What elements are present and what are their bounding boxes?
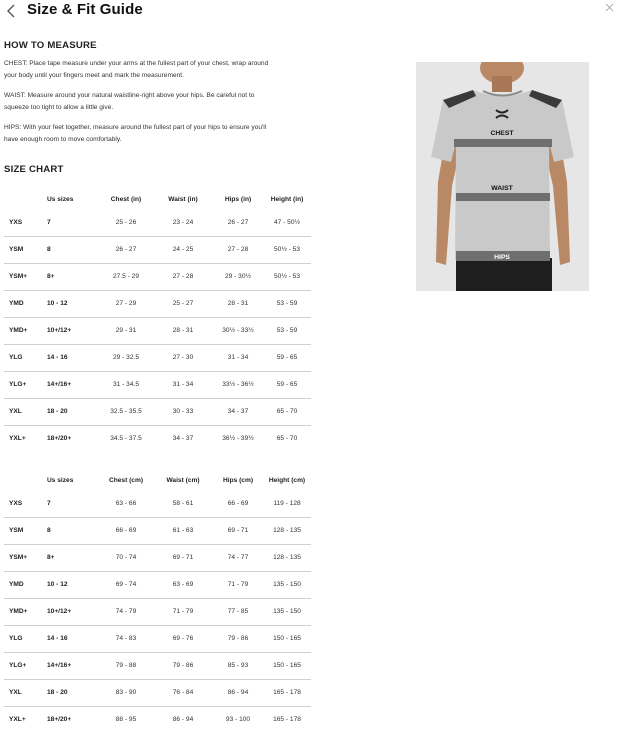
measurement-figure-illustration <box>416 62 589 291</box>
height-cell: 128 - 135 <box>273 554 301 561</box>
height-cell: 50½ - 53 <box>273 273 301 280</box>
hips-cell: 74 - 77 <box>227 554 249 561</box>
column-header: Waist (cm) <box>166 477 200 484</box>
chest-cell: 83 - 90 <box>115 689 137 696</box>
waist-cell: 69 - 71 <box>172 554 194 561</box>
waist-cell: 27 - 30 <box>172 354 194 361</box>
chest-cell: 63 - 66 <box>115 500 137 507</box>
hips-cell: 77 - 85 <box>227 608 249 615</box>
table-row <box>4 263 311 291</box>
column-header: Height (in) <box>270 196 304 203</box>
hips-cell: 34 - 37 <box>227 408 249 415</box>
table-row <box>4 598 311 626</box>
height-cell: 119 - 128 <box>273 500 301 507</box>
waist-cell: 34 - 37 <box>172 435 194 442</box>
size-cell: YLG <box>9 354 23 361</box>
hips-label: HIPS <box>494 254 510 261</box>
size-cell: YMD <box>9 581 24 588</box>
table-row <box>4 706 311 733</box>
table-row <box>4 517 311 545</box>
chest-instructions-line: CHEST: Place tape measure under your arms at the fullest part of your chest, wrap around <box>4 60 269 67</box>
size-cell: YLG+ <box>9 662 27 669</box>
height-cell: 53 - 59 <box>276 300 298 307</box>
hips-cell: 28 - 31 <box>227 300 249 307</box>
size-cell: YXS <box>9 500 23 507</box>
column-header: Hips (in) <box>224 196 252 203</box>
height-cell: 50½ - 53 <box>273 246 301 253</box>
height-cell: 65 - 70 <box>276 408 298 415</box>
how-to-measure-heading: HOW TO MEASURE <box>4 40 97 51</box>
height-cell: 165 - 178 <box>273 689 301 696</box>
chest-cell: 27 - 29 <box>115 300 137 307</box>
hips-cell: 85 - 93 <box>227 662 249 669</box>
us-size-cell: 10+/12+ <box>47 327 72 334</box>
table-row <box>4 317 311 345</box>
figure-neck <box>492 76 512 92</box>
size-cell: YSM <box>9 527 24 534</box>
chest-cell: 74 - 79 <box>115 608 137 615</box>
waist-cell: 76 - 84 <box>172 689 194 696</box>
us-size-cell: 18 - 20 <box>47 689 68 696</box>
waist-cell: 27 - 28 <box>172 273 194 280</box>
size-cell: YMD+ <box>9 608 28 615</box>
us-size-cell: 10 - 12 <box>47 300 68 307</box>
chest-cell: 29 - 32.5 <box>112 354 140 361</box>
size-chart-heading: SIZE CHART <box>4 164 64 175</box>
table-row <box>4 398 311 426</box>
us-size-cell: 18 - 20 <box>47 408 68 415</box>
chest-instructions <box>4 58 322 82</box>
size-cell: YXL <box>9 689 22 696</box>
size-cell: YLG+ <box>9 381 27 388</box>
chest-instructions-line: your body until your fingers meet and mark the measurement. <box>4 72 184 79</box>
waist-band <box>456 193 550 201</box>
waist-instructions-line: WAIST: Measure around your natural waistline-right above your hips. Be careful not to <box>4 92 255 99</box>
waist-cell: 86 - 94 <box>172 716 194 723</box>
size-cell: YXL <box>9 408 22 415</box>
chest-cell: 69 - 74 <box>115 581 137 588</box>
hips-instructions <box>4 122 322 146</box>
us-size-cell: 8 <box>47 527 51 534</box>
height-cell: 59 - 65 <box>276 381 298 388</box>
hips-instructions-line: have enough room to move comfortably. <box>4 136 122 143</box>
hips-instructions-line: HIPS: With your feet together, measure around the fullest part of your hips to ensure you'll <box>4 124 267 131</box>
hips-cell: 69 - 71 <box>227 527 249 534</box>
table-row <box>4 236 311 264</box>
waist-cell: 30 - 33 <box>172 408 194 415</box>
height-cell: 47 - 50½ <box>273 219 301 226</box>
waist-cell: 71 - 79 <box>172 608 194 615</box>
chest-cell: 29 - 31 <box>115 327 137 334</box>
header-bar <box>0 0 617 24</box>
waist-label: WAIST <box>491 185 513 192</box>
column-header: Hips (cm) <box>222 477 254 484</box>
waist-cell: 25 - 27 <box>172 300 194 307</box>
hips-cell: 30½ - 33½ <box>222 327 254 334</box>
chest-cell: 34.5 - 37.5 <box>110 435 142 442</box>
table-row <box>4 290 311 318</box>
close-icon[interactable] <box>602 0 616 14</box>
height-cell: 53 - 59 <box>276 327 298 334</box>
chevron-left-icon[interactable] <box>4 3 18 19</box>
hips-cell: 71 - 79 <box>227 581 249 588</box>
us-size-cell: 7 <box>47 500 51 507</box>
waist-cell: 79 - 86 <box>172 662 194 669</box>
height-cell: 59 - 65 <box>276 354 298 361</box>
figure-shorts <box>456 258 552 291</box>
us-size-cell: 14 - 16 <box>47 635 68 642</box>
size-chart-cm-table <box>4 477 311 739</box>
table-row <box>4 544 311 572</box>
hips-cell: 33½ - 36½ <box>222 381 254 388</box>
waist-instructions-line: squeeze too tight to allow a little give. <box>4 104 114 111</box>
chest-cell: 25 - 26 <box>115 219 137 226</box>
waist-cell: 63 - 69 <box>172 581 194 588</box>
chest-cell: 26 - 27 <box>115 246 137 253</box>
waist-instructions <box>4 90 322 114</box>
size-cell: YLG <box>9 635 23 642</box>
chest-cell: 70 - 74 <box>115 554 137 561</box>
table-row <box>4 209 311 237</box>
chest-cell: 31 - 34.5 <box>112 381 140 388</box>
height-cell: 135 - 150 <box>273 581 301 588</box>
column-header: Chest (cm) <box>108 477 144 484</box>
height-cell: 128 - 135 <box>273 527 301 534</box>
chest-band <box>454 139 552 147</box>
chest-cell: 88 - 95 <box>115 716 137 723</box>
table-row <box>4 371 311 399</box>
hips-cell: 36½ - 39½ <box>222 435 254 442</box>
us-size-cell: 18+/20+ <box>47 435 72 442</box>
height-cell: 135 - 150 <box>273 608 301 615</box>
height-cell: 150 - 165 <box>273 635 301 642</box>
us-size-cell: 14+/16+ <box>47 662 72 669</box>
chest-cell: 74 - 83 <box>115 635 137 642</box>
table-row <box>4 344 311 372</box>
chest-cell: 32.5 - 35.5 <box>110 408 142 415</box>
us-size-cell: 8 <box>47 246 51 253</box>
hips-cell: 66 - 69 <box>227 500 249 507</box>
size-cell: YMD <box>9 300 24 307</box>
hips-cell: 93 - 100 <box>225 716 251 723</box>
table-row <box>4 652 311 680</box>
size-cell: YXS <box>9 219 23 226</box>
hips-cell: 86 - 94 <box>227 689 249 696</box>
height-cell: 165 - 178 <box>273 716 301 723</box>
us-size-cell: 10+/12+ <box>47 608 72 615</box>
size-cell: YSM+ <box>9 273 28 280</box>
size-cell: YSM+ <box>9 554 28 561</box>
waist-cell: 58 - 61 <box>172 500 194 507</box>
table-row <box>4 625 311 653</box>
us-size-cell: 8+ <box>47 554 55 561</box>
hips-cell: 79 - 86 <box>227 635 249 642</box>
waist-cell: 69 - 76 <box>172 635 194 642</box>
hips-cell: 26 - 27 <box>227 219 249 226</box>
chest-cell: 79 - 88 <box>115 662 137 669</box>
size-cell: YXL+ <box>9 435 26 442</box>
column-header: Height (cm) <box>268 477 306 484</box>
us-size-cell: 18+/20+ <box>47 716 72 723</box>
column-header: Waist (in) <box>168 196 198 203</box>
waist-cell: 61 - 63 <box>172 527 194 534</box>
measurement-figure <box>416 62 589 291</box>
column-header: Us sizes <box>47 477 74 484</box>
us-size-cell: 14+/16+ <box>47 381 72 388</box>
size-chart-inches-table <box>4 196 311 458</box>
size-cell: YSM <box>9 246 24 253</box>
height-cell: 150 - 165 <box>273 662 301 669</box>
waist-cell: 24 - 25 <box>172 246 194 253</box>
page-title: Size & Fit Guide <box>27 1 143 18</box>
table-row <box>4 490 311 518</box>
hips-cell: 27 - 28 <box>227 246 249 253</box>
table-row <box>4 571 311 599</box>
column-header: Chest (in) <box>110 196 142 203</box>
size-cell: YMD+ <box>9 327 28 334</box>
height-cell: 65 - 70 <box>276 435 298 442</box>
column-header: Us sizes <box>47 196 74 203</box>
us-size-cell: 10 - 12 <box>47 581 68 588</box>
us-size-cell: 7 <box>47 219 51 226</box>
us-size-cell: 8+ <box>47 273 55 280</box>
chest-label: CHEST <box>490 130 514 137</box>
waist-cell: 28 - 31 <box>172 327 194 334</box>
table-row <box>4 679 311 707</box>
us-size-cell: 14 - 16 <box>47 354 68 361</box>
chest-cell: 27.5 - 29 <box>112 273 140 280</box>
hips-cell: 29 - 30½ <box>224 273 252 280</box>
chest-cell: 66 - 69 <box>115 527 137 534</box>
waist-cell: 31 - 34 <box>172 381 194 388</box>
table-row <box>4 425 311 452</box>
waist-cell: 23 - 24 <box>172 219 194 226</box>
hips-cell: 31 - 34 <box>227 354 249 361</box>
size-cell: YXL+ <box>9 716 26 723</box>
